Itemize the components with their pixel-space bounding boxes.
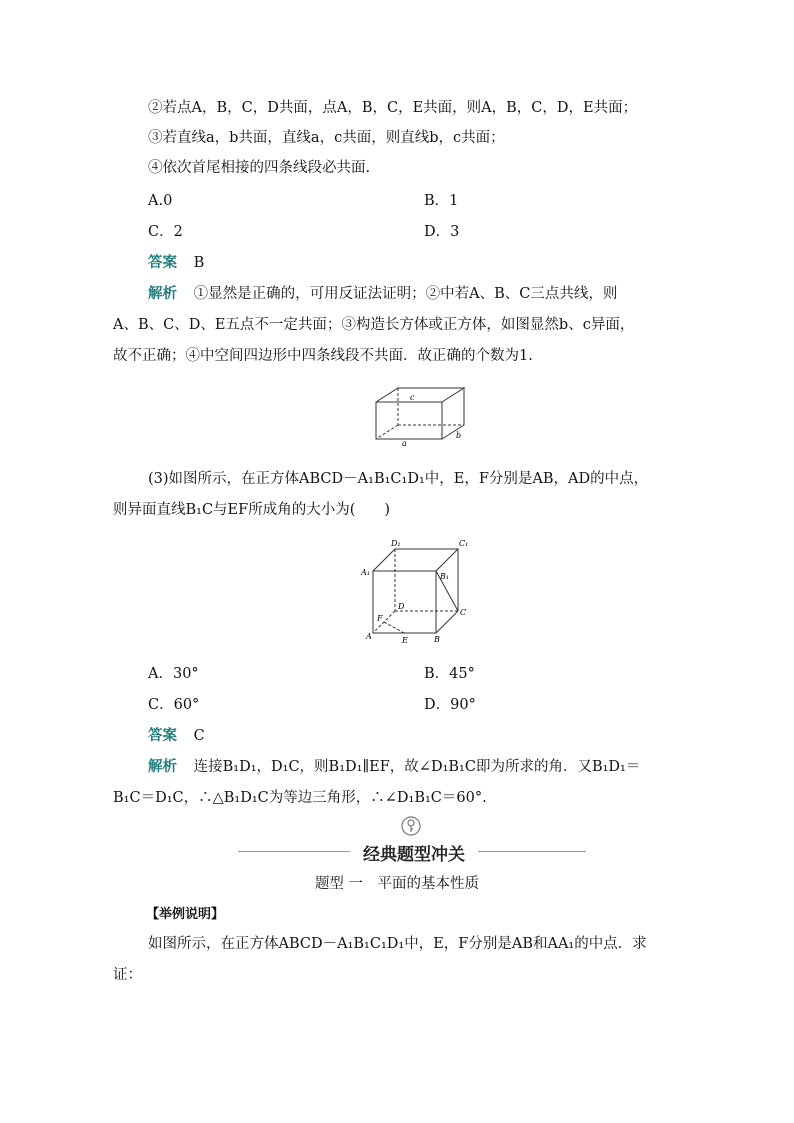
answer-label: 答案 (148, 728, 177, 744)
q3-option-d: D．90° (424, 697, 476, 713)
segment-ef (384, 622, 404, 633)
analysis-text: ①显然是正确的，可用反证法证明；②中若A、B、C三点共线，则 (193, 286, 618, 302)
cube-top-face (373, 549, 458, 571)
statement-3: ③若直线a，b共面，直线a，c共面，则直线b，c共面； (148, 130, 505, 146)
answer-1 (148, 253, 204, 273)
label-d: D (398, 602, 405, 611)
question-3-line-1: (3)如图所示，在正方体ABCD－A₁B₁C₁D₁中，E，F分别是AB，AD的中点， (148, 471, 649, 487)
cube-figure (358, 535, 478, 645)
analysis-1-line-3: 故不正确；④中空间四边形中四条线段不共面．故正确的个数为1. (113, 348, 533, 364)
section-rule-left (238, 851, 350, 852)
statement-4: ④依次首尾相接的四条线段必共面. (148, 160, 371, 176)
label-a: a (402, 439, 407, 446)
cube-edge-cb (436, 611, 458, 633)
answer-value: B (193, 255, 205, 271)
analysis-label: 解析 (148, 759, 177, 775)
analysis-label: 解析 (148, 286, 177, 302)
option-b: B．1 (424, 193, 459, 209)
analysis-3-line-1 (148, 757, 640, 777)
option-a: A.0 (148, 193, 173, 209)
label-b: b (456, 431, 462, 440)
answer-value: C (193, 728, 205, 744)
key-icon (400, 815, 422, 837)
section-rule-right (478, 851, 586, 852)
statement-2: ②若点A，B，C，D共面，点A，B，C，E共面，则A，B，C，D，E共面； (148, 100, 638, 116)
answer-label: 答案 (148, 255, 177, 271)
label-c: C (460, 608, 467, 617)
analysis-1-line-2: A、B、C、D、E五点不一定共面；③构造长方体或正方体，如图显然b、c异面， (113, 317, 635, 333)
q3-option-a: A．30° (148, 666, 199, 682)
answer-3 (148, 726, 205, 746)
analysis-1-line-1 (148, 284, 617, 304)
analysis-3-line-2: B₁C＝D₁C，∴△B₁D₁C为等边三角形，∴∠D₁B₁C＝60°. (113, 790, 487, 806)
box-hidden-edge-3 (376, 425, 398, 439)
box-top-face (376, 388, 464, 402)
q3-option-b: B．45° (424, 666, 475, 682)
section-subtitle: 题型 一 平面的基本性质 (314, 876, 480, 892)
question-3-line-2: 则异面直线B₁C与EF所成角的大小为( ) (113, 502, 391, 518)
option-c: C．2 (148, 224, 183, 240)
label-b1: B₁ (440, 572, 450, 581)
example-line-1: 如图所示，在正方体ABCD－A₁B₁C₁D₁中，E，F分别是AB和AA₁的中点．求 (148, 936, 647, 952)
label-e: E (402, 636, 408, 645)
option-d: D．3 (424, 224, 460, 240)
label-a1: A₁ (361, 568, 370, 577)
label-a: A (366, 632, 372, 641)
box-front-face (376, 402, 442, 439)
label-c: c (410, 393, 415, 402)
label-f: F (377, 614, 383, 623)
label-b: B (434, 635, 440, 644)
q3-option-c: C．60° (148, 697, 200, 713)
box-figure (372, 380, 472, 446)
example-label: 【举例说明】 (146, 907, 225, 922)
analysis-text: 连接B₁D₁，D₁C，则B₁D₁∥EF，故∠D₁B₁C即为所求的角．又B₁D₁＝ (193, 759, 641, 775)
section-title: 经典题型冲关 (363, 845, 465, 865)
example-line-2: 证： (113, 967, 142, 983)
label-d1: D₁ (391, 539, 401, 548)
label-c1: C₁ (459, 539, 469, 548)
